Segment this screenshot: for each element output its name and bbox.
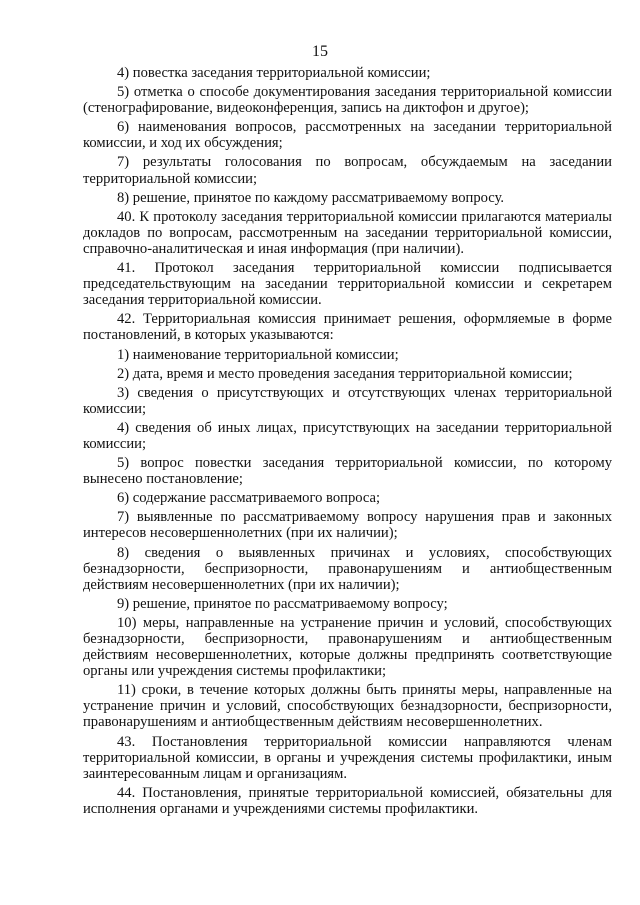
paragraph-clause-40: 40. К протоколу заседания территориальной комиссии прилагаются материалы докладов по вопросам, рассмотренным на заседании территориальной комиссии, справочно-аналитическая и иная информация (при наличии). [83,208,612,257]
paragraph-item-8-causes: 8) сведения о выявленных причинах и условиях, способствующих безнадзорности, беспризорности, правонарушениям и антиобщественным действиям несовершеннолетних (при их наличии); [83,544,612,593]
paragraph-item-9-decision: 9) решение, принятое по рассматриваемому вопросу; [117,595,448,612]
paragraph-item-4-agenda: 4) повестка заседания территориальной комиссии; [117,65,431,81]
paragraph-item-5-documentation-method: 5) отметка о способе документирования заседания территориальной комиссии (стенографирование, видеоконференция, запись на диктофон и другое); [83,84,612,117]
paragraph-item-11-deadlines: 11) сроки, в течение которых должны быть приняты меры, направленные на устранение причин и условий, способствующих безнадзорности, беспризорности, правонарушениям и антиобщественным действиям несовершеннолетних. [83,682,612,731]
paragraph-item-3-members-attendance: 3) сведения о присутствующих и отсутствующих членах территориальной комиссии; [83,384,612,417]
paragraph-clause-41: 41. Протокол заседания территориальной комиссии подписывается председательствующим на заседании территориальной комиссии и секретарем заседания территориальной комиссии. [83,260,612,309]
paragraph-item-1-commission-name: 1) наименование территориальной комиссии; [117,346,399,363]
paragraph-item-8-decision: 8) решение, принятое по каждому рассматриваемому вопросу. [117,189,505,206]
paragraph-item-6-question-names: 6) наименования вопросов, рассмотренных на заседании территориальной комиссии, и ход их обсуждения; [83,119,612,152]
paragraph-clause-44: 44. Постановления, принятые территориальной комиссией, обязательны для исполнения органами и учреждениями системы профилактики. [83,784,612,817]
paragraph-item-5-agenda-question: 5) вопрос повестки заседания территориальной комиссии, по которому вынесено постановление; [83,455,612,488]
paragraph-item-7-violations: 7) выявленные по рассматриваемому вопросу нарушения прав и законных интересов несовершеннолетних (при их наличии); [83,509,612,542]
page-number: 15 [312,43,328,60]
paragraph-clause-43: 43. Постановления территориальной комиссии направляются членам территориальной комиссии, в органы и учреждения системы профилактики, иным заинтересованным лицам и организациям. [83,733,612,782]
paragraph-clause-42: 42. Территориальная комиссия принимает решения, оформляемые в форме постановлений, в которых указываются: [83,311,612,344]
document-body [83,65,612,820]
paragraph-item-6-question-content: 6) содержание рассматриваемого вопроса; [117,490,381,507]
paragraph-item-4-other-persons: 4) сведения об иных лицах, присутствующих на заседании территориальной комиссии; [83,419,612,452]
paragraph-item-7-voting-results: 7) результаты голосования по вопросам, обсуждаемым на заседании территориальной комиссии; [83,154,612,187]
paragraph-item-10-measures: 10) меры, направленные на устранение причин и условий, способствующих безнадзорности, беспризорности, правонарушениям и антиобщественным действиям несовершеннолетних, которые должны предпринять соответствующие органы или учреждения системы профилактики; [83,614,612,680]
paragraph-item-2-date-time-place: 2) дата, время и место проведения заседания территориальной комиссии; [117,365,573,382]
